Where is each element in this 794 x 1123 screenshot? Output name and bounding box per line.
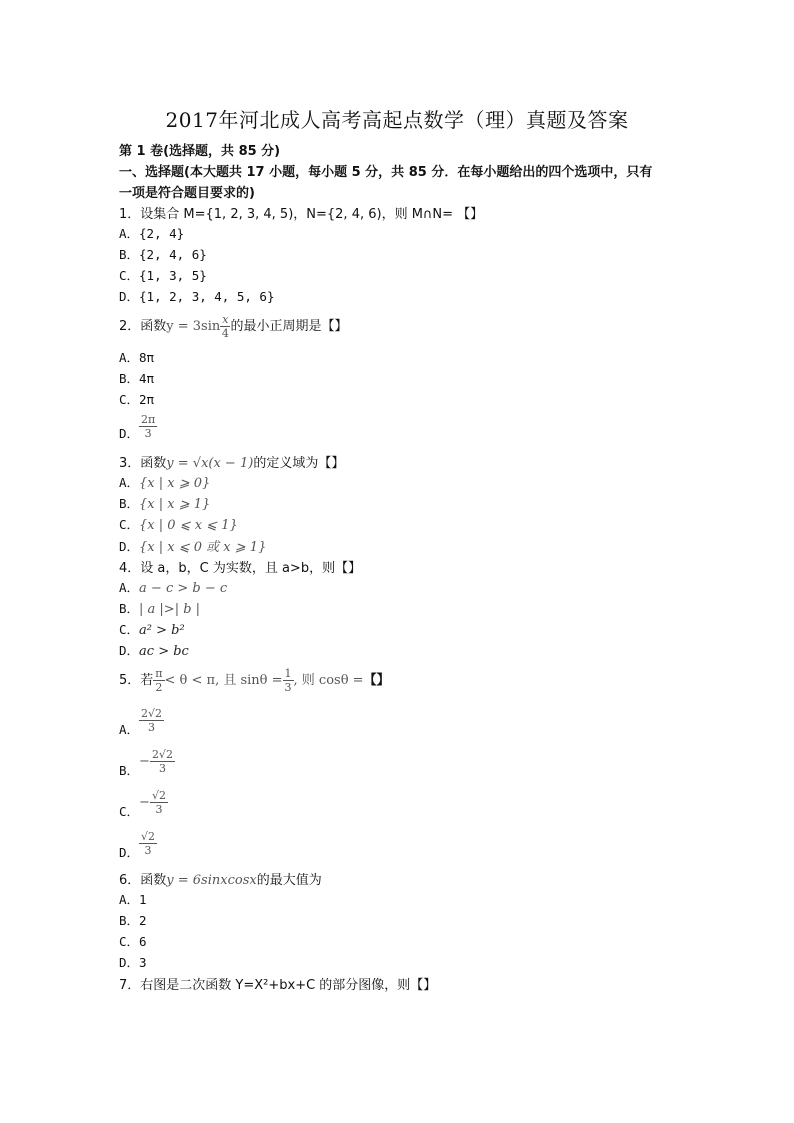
q5-b-sign: − bbox=[139, 754, 150, 769]
q4-option-b bbox=[119, 599, 200, 617]
q6-option-d: D．3 bbox=[119, 955, 147, 970]
q6-option-c: C．6 bbox=[119, 934, 147, 949]
q5-cond-numerator: π bbox=[155, 667, 163, 680]
q2-option-b: B．4π bbox=[119, 371, 155, 386]
q3-option-d bbox=[119, 536, 266, 555]
q1-stem: 1．设集合 M={1, 2, 3, 4, 5)，N={2, 4, 6)，则 M∩N= 【】 bbox=[119, 207, 484, 222]
q2-stem bbox=[119, 314, 348, 339]
q3-stem bbox=[119, 452, 344, 471]
q4-c-label: C． bbox=[119, 622, 140, 637]
q5-option-d bbox=[119, 830, 157, 860]
q3-d-label: D． bbox=[119, 539, 140, 554]
q1-option-c: C．{1, 3, 5} bbox=[119, 268, 207, 283]
q5-sin-denominator: 3 bbox=[284, 681, 292, 694]
q4-option-a bbox=[119, 578, 227, 596]
q4-a-text: a − c > b − c bbox=[139, 581, 228, 596]
q2-option-a: A．8π bbox=[119, 350, 155, 365]
q5-d-numerator: √2 bbox=[141, 830, 156, 843]
q4-c-text: a² > b² bbox=[139, 623, 185, 638]
q2-prefix: 2．函数 bbox=[119, 319, 167, 334]
q2-option-d-fraction bbox=[139, 414, 157, 439]
q6-suffix: 的最大值为 bbox=[256, 873, 322, 888]
q3-option-b bbox=[119, 494, 210, 512]
q5-d-fraction bbox=[139, 831, 157, 856]
q5-option-b bbox=[119, 748, 175, 778]
q3-option-a bbox=[119, 473, 210, 491]
q3-d-text: {x | x ⩽ 0 或 x ⩾ 1} bbox=[139, 540, 267, 555]
q5-option-a bbox=[119, 707, 164, 737]
section-heading-line2: 一项是符合题目要求的) bbox=[119, 186, 255, 201]
q2-option-d-label: D． bbox=[119, 426, 140, 441]
q3-a-text: {x | x ⩾ 0} bbox=[139, 476, 211, 491]
q3-a-label: A． bbox=[119, 475, 140, 490]
q3-c-text: {x | 0 ⩽ x ⩽ 1} bbox=[139, 518, 238, 533]
q5-cond-fraction bbox=[153, 668, 164, 693]
q2-suffix: 的最小正周期是【】 bbox=[230, 319, 348, 334]
q2-option-d bbox=[119, 414, 157, 439]
q5-option-c bbox=[119, 789, 168, 819]
q5-cond-denominator: 2 bbox=[155, 681, 163, 694]
q3-b-label: B． bbox=[119, 496, 140, 511]
q6-option-a: A．1 bbox=[119, 892, 147, 907]
q5-c-fraction bbox=[150, 790, 168, 815]
q5-c-sign: − bbox=[139, 795, 150, 810]
q6-stem bbox=[119, 869, 322, 888]
q5-c-denominator: 3 bbox=[155, 803, 163, 816]
q2-fraction bbox=[220, 314, 230, 339]
q2-expression: y = 3sin bbox=[166, 319, 221, 334]
q5-sin-fraction bbox=[283, 668, 294, 693]
q4-d-label: D． bbox=[119, 643, 140, 658]
q2-frac-numerator: x bbox=[222, 313, 229, 326]
q5-a-numerator: 2√2 bbox=[141, 707, 163, 720]
q5-condition: < θ < π, 且 sinθ = bbox=[164, 673, 283, 688]
part-heading: 第 1 卷(选择题，共 85 分) bbox=[119, 144, 281, 159]
q4-a-label: A． bbox=[119, 580, 140, 595]
q4-option-d bbox=[119, 641, 189, 659]
q3-b-text: {x | x ⩾ 1} bbox=[139, 497, 211, 512]
q5-a-denominator: 3 bbox=[148, 721, 156, 734]
q5-sin-numerator: 1 bbox=[284, 667, 292, 680]
q4-stem: 4．设 a，b，C 为实数，且 a>b，则【】 bbox=[119, 561, 362, 576]
q5-condition-end: , 则 cosθ = bbox=[293, 673, 364, 688]
q4-b-text: | a |>| b | bbox=[139, 602, 201, 617]
q6-option-b: B．2 bbox=[119, 913, 147, 928]
q5-b-denominator: 3 bbox=[158, 762, 166, 775]
q5-b-fraction bbox=[150, 749, 175, 774]
q2-d-numerator: 2π bbox=[141, 413, 156, 426]
section-heading-line1: 一、选择题(本大题共 17 小题，每小题 5 分，共 85 分．在每小题给出的四个选项中，只有 bbox=[119, 165, 653, 180]
q5-b-label: B． bbox=[119, 763, 140, 778]
q5-a-label: A． bbox=[119, 722, 140, 737]
q2-d-denominator: 3 bbox=[144, 427, 152, 440]
q5-c-numerator: √2 bbox=[151, 789, 166, 802]
q5-a-fraction bbox=[139, 708, 164, 733]
q5-d-label: D． bbox=[119, 845, 140, 860]
q5-prefix: 5．若 bbox=[119, 673, 154, 688]
q2-frac-denominator: 4 bbox=[221, 327, 229, 340]
q5-answer-bracket: 【】 bbox=[363, 673, 390, 688]
q4-option-c bbox=[119, 620, 185, 638]
q5-b-numerator: 2√2 bbox=[151, 748, 173, 761]
q3-prefix: 3．函数 bbox=[119, 456, 167, 471]
q6-expression: y = 6sinxcosx bbox=[166, 873, 257, 888]
q1-option-b: B．{2, 4, 6} bbox=[119, 247, 207, 262]
document-title: 2017年河北成人高考高起点数学（理）真题及答案 bbox=[165, 108, 629, 132]
q1-option-d: D．{1, 2, 3, 4, 5, 6} bbox=[119, 289, 275, 304]
q5-c-label: C． bbox=[119, 804, 140, 819]
q3-c-label: C． bbox=[119, 517, 140, 532]
q4-d-text: ac > bc bbox=[139, 644, 189, 659]
q6-prefix: 6．函数 bbox=[119, 873, 167, 888]
q4-b-label: B． bbox=[119, 601, 140, 616]
q3-suffix: 的定义域为【】 bbox=[253, 456, 345, 471]
q5-stem bbox=[119, 668, 390, 693]
q1-option-a: A．{2, 4} bbox=[119, 226, 185, 241]
q7-stem: 7．右图是二次函数 Y=X²+bx+C 的部分图像，则【】 bbox=[119, 978, 437, 993]
q3-expression: y = √x(x − 1) bbox=[166, 456, 254, 471]
q5-d-denominator: 3 bbox=[144, 844, 152, 857]
q2-option-c: C．2π bbox=[119, 392, 155, 407]
q3-option-c bbox=[119, 515, 238, 533]
